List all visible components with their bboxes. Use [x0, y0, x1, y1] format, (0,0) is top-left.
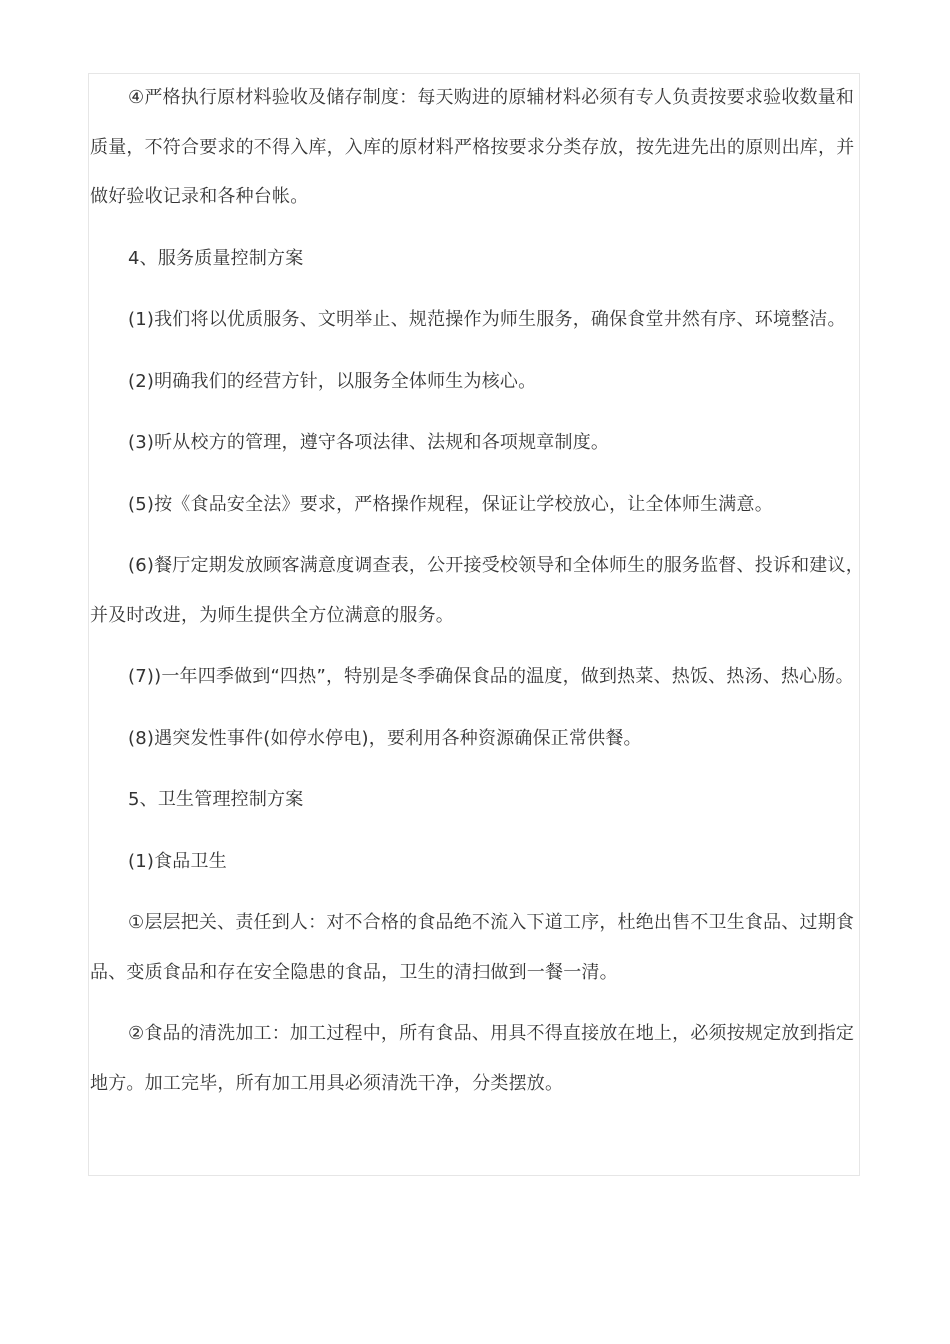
paragraph-service-1: (1)我们将以优质服务、文明举止、规范操作为师生服务，确保食堂井然有序、环境整洁。 [128, 309, 846, 330]
paragraph-hygiene-1: ①层层把关、责任到人：对不合格的食品绝不流入下道工序，杜绝出售不卫生食品、过期食品、变质食品和存在安全隐患的食品，卫生的清扫做到一餐一清。 [90, 912, 855, 983]
heading-service-quality: 4、服务质量控制方案 [128, 247, 304, 269]
paragraph-raw-material-acceptance: ④严格执行原材料验收及储存制度：每天购进的原辅材料必须有专人负责按要求验收数量和质量，不符合要求的不得入库，入库的原材料严格按要求分类存放，按先进先出的原则出库，并做好验收记录和各种台帐。 [90, 87, 855, 207]
heading-hygiene-management: 5、卫生管理控制方案 [128, 789, 304, 810]
paragraph-service-3: (3)听从校方的管理，遵守各项法律、法规和各项规章制度。 [128, 432, 610, 453]
paragraph-service-2: (2)明确我们的经营方针，以服务全体师生为核心。 [128, 370, 537, 392]
subheading-food-hygiene: (1)食品卫生 [128, 850, 227, 872]
paragraph-service-7: (7))一年四季做到“四热”，特别是冬季确保食品的温度，做到热菜、热饭、热汤、热心肠。 [128, 666, 854, 687]
paragraph-service-5: (5)按《食品安全法》要求，严格操作规程，保证让学校放心，让全体师生满意。 [128, 493, 773, 515]
paragraph-hygiene-2: ②食品的清洗加工：加工过程中，所有食品、用具不得直接放在地上，必须按规定放到指定地方。加工完毕，所有加工用具必须清洗干净，分类摆放。 [90, 1023, 855, 1094]
paragraph-service-8: (8)遇突发性事件(如停水停电)，要利用各种资源确保正常供餐。 [128, 727, 642, 749]
document-body [90, 73, 866, 1120]
paragraph-service-6: (6)餐厅定期发放顾客满意度调查表，公开接受校领导和全体师生的服务监督、投诉和建议，并及时改进，为师生提供全方位满意的服务。 [90, 555, 864, 626]
